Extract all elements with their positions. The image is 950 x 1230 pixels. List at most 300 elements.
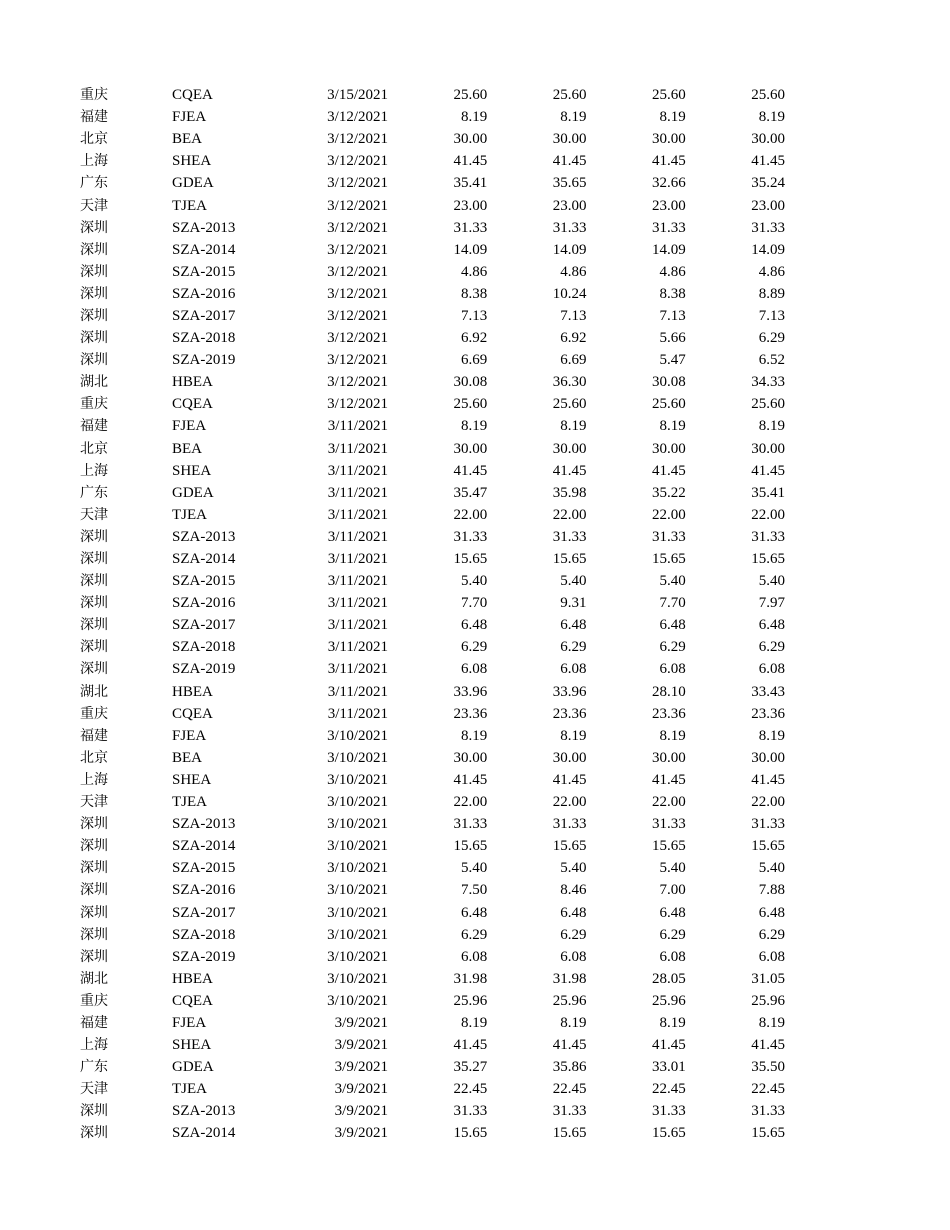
region-cell: 深圳 [80, 263, 108, 280]
value-cell: 22.00 [453, 506, 488, 523]
value-cell: 31.33 [552, 528, 587, 545]
value-cell: 31.33 [751, 1103, 785, 1120]
value-cell: 33.43 [751, 683, 785, 700]
region-cell: 福建 [80, 727, 108, 744]
table-body [80, 84, 785, 1145]
table-row [80, 217, 785, 239]
date-cell: 3/10/2021 [327, 860, 388, 877]
region-cell: 北京 [80, 131, 108, 148]
value-cell: 5.47 [659, 352, 686, 369]
table-row [80, 106, 785, 128]
table-row [80, 924, 785, 946]
region-cell: 深圳 [80, 904, 108, 921]
code-cell: SZA-2014 [172, 551, 236, 568]
table-row [80, 747, 785, 769]
region-cell: 深圳 [80, 285, 108, 302]
value-cell: 23.36 [652, 705, 686, 722]
date-cell: 3/9/2021 [334, 1081, 388, 1098]
table-row [80, 1012, 785, 1034]
date-cell: 3/10/2021 [327, 882, 388, 899]
value-cell: 14.09 [453, 241, 488, 258]
value-cell: 6.29 [758, 330, 785, 347]
value-cell: 25.96 [751, 992, 785, 1009]
region-cell: 深圳 [80, 639, 108, 656]
region-cell: 深圳 [80, 816, 108, 833]
date-cell: 3/12/2021 [327, 352, 388, 369]
table-row [80, 128, 785, 150]
value-cell: 35.27 [453, 1059, 488, 1076]
value-cell: 8.19 [461, 418, 488, 435]
value-cell: 7.70 [461, 595, 488, 612]
value-cell: 6.29 [461, 926, 488, 943]
date-cell: 3/11/2021 [327, 440, 388, 457]
region-cell: 上海 [80, 771, 108, 788]
date-cell: 3/11/2021 [327, 683, 388, 700]
value-cell: 23.36 [751, 705, 785, 722]
table-row [80, 791, 785, 813]
value-cell: 6.69 [461, 352, 488, 369]
region-cell: 深圳 [80, 573, 108, 590]
date-cell: 3/12/2021 [327, 153, 388, 170]
value-cell: 14.09 [652, 241, 686, 258]
value-cell: 41.45 [453, 462, 488, 479]
code-cell: CQEA [172, 705, 213, 722]
value-cell: 25.60 [652, 87, 686, 104]
value-cell: 41.45 [751, 1037, 785, 1054]
value-cell: 7.50 [461, 882, 488, 899]
code-cell: HBEA [172, 683, 213, 700]
value-cell: 31.33 [552, 816, 587, 833]
value-cell: 41.45 [552, 1037, 587, 1054]
code-cell: SZA-2019 [172, 948, 236, 965]
value-cell: 6.08 [659, 661, 686, 678]
data-table [80, 84, 785, 1145]
value-cell: 30.00 [552, 131, 587, 148]
value-cell: 8.19 [461, 109, 488, 126]
value-cell: 31.33 [751, 528, 785, 545]
value-cell: 14.09 [552, 241, 587, 258]
region-cell: 深圳 [80, 241, 108, 258]
value-cell: 25.60 [552, 87, 587, 104]
value-cell: 35.65 [552, 175, 587, 192]
date-cell: 3/12/2021 [327, 330, 388, 347]
date-cell: 3/9/2021 [334, 1059, 388, 1076]
value-cell: 9.31 [560, 595, 587, 612]
date-cell: 3/12/2021 [327, 374, 388, 391]
value-cell: 15.65 [652, 1125, 686, 1142]
value-cell: 6.52 [758, 352, 785, 369]
table-row [80, 504, 785, 526]
date-cell: 3/12/2021 [327, 219, 388, 236]
value-cell: 7.13 [659, 307, 686, 324]
value-cell: 41.45 [652, 1037, 686, 1054]
code-cell: SZA-2018 [172, 330, 236, 347]
table-row [80, 1056, 785, 1078]
value-cell: 8.19 [560, 418, 587, 435]
value-cell: 6.48 [461, 617, 488, 634]
value-cell: 30.00 [652, 749, 686, 766]
value-cell: 7.13 [758, 307, 785, 324]
value-cell: 8.19 [758, 727, 785, 744]
region-cell: 广东 [80, 175, 108, 192]
date-cell: 3/12/2021 [327, 307, 388, 324]
code-cell: CQEA [172, 396, 213, 413]
value-cell: 15.65 [751, 1125, 785, 1142]
value-cell: 15.65 [751, 551, 785, 568]
table-row [80, 194, 785, 216]
value-cell: 6.48 [560, 617, 587, 634]
region-cell: 湖北 [80, 970, 108, 987]
region-cell: 深圳 [80, 838, 108, 855]
region-cell: 天津 [80, 197, 108, 214]
value-cell: 41.45 [552, 462, 587, 479]
value-cell: 33.96 [552, 683, 587, 700]
value-cell: 31.05 [751, 970, 785, 987]
region-cell: 福建 [80, 418, 108, 435]
table-row [80, 879, 785, 901]
code-cell: FJEA [172, 418, 207, 435]
value-cell: 22.45 [552, 1081, 587, 1098]
value-cell: 35.47 [453, 484, 488, 501]
code-cell: HBEA [172, 374, 213, 391]
date-cell: 3/12/2021 [327, 197, 388, 214]
value-cell: 28.05 [652, 970, 686, 987]
value-cell: 6.48 [659, 617, 686, 634]
date-cell: 3/11/2021 [327, 528, 388, 545]
value-cell: 30.00 [552, 749, 587, 766]
value-cell: 5.40 [461, 860, 488, 877]
table-row [80, 261, 785, 283]
date-cell: 3/10/2021 [327, 794, 388, 811]
value-cell: 31.33 [652, 219, 686, 236]
value-cell: 4.86 [461, 263, 488, 280]
value-cell: 22.00 [552, 794, 587, 811]
code-cell: SZA-2014 [172, 241, 236, 258]
value-cell: 8.19 [758, 1014, 785, 1031]
table-row [80, 614, 785, 636]
value-cell: 15.65 [652, 838, 686, 855]
value-cell: 5.40 [758, 860, 785, 877]
code-cell: CQEA [172, 992, 213, 1009]
table-row [80, 526, 785, 548]
value-cell: 15.65 [453, 1125, 488, 1142]
value-cell: 25.96 [652, 992, 686, 1009]
value-cell: 6.92 [560, 330, 587, 347]
table-row [80, 371, 785, 393]
value-cell: 35.41 [453, 175, 488, 192]
table-row [80, 283, 785, 305]
value-cell: 6.29 [560, 926, 587, 943]
value-cell: 25.96 [453, 992, 488, 1009]
value-cell: 23.36 [453, 705, 488, 722]
value-cell: 23.00 [751, 197, 785, 214]
value-cell: 8.19 [560, 727, 587, 744]
value-cell: 4.86 [560, 263, 587, 280]
code-cell: FJEA [172, 109, 207, 126]
date-cell: 3/11/2021 [327, 595, 388, 612]
region-cell: 深圳 [80, 330, 108, 347]
region-cell: 深圳 [80, 1103, 108, 1120]
value-cell: 36.30 [552, 374, 587, 391]
value-cell: 6.29 [461, 639, 488, 656]
code-cell: SHEA [172, 1037, 212, 1054]
value-cell: 30.00 [453, 749, 488, 766]
value-cell: 30.00 [751, 749, 785, 766]
date-cell: 3/10/2021 [327, 926, 388, 943]
date-cell: 3/12/2021 [327, 263, 388, 280]
value-cell: 23.36 [552, 705, 587, 722]
value-cell: 30.00 [453, 131, 488, 148]
value-cell: 8.19 [461, 727, 488, 744]
code-cell: TJEA [172, 1081, 207, 1098]
region-cell: 深圳 [80, 926, 108, 943]
value-cell: 8.19 [758, 418, 785, 435]
value-cell: 35.50 [751, 1059, 785, 1076]
region-cell: 上海 [80, 153, 108, 170]
value-cell: 8.19 [758, 109, 785, 126]
value-cell: 22.00 [751, 506, 785, 523]
region-cell: 深圳 [80, 551, 108, 568]
date-cell: 3/9/2021 [334, 1014, 388, 1031]
region-cell: 重庆 [80, 705, 108, 722]
value-cell: 6.08 [461, 948, 488, 965]
table-row [80, 835, 785, 857]
value-cell: 41.45 [652, 771, 686, 788]
value-cell: 35.86 [552, 1059, 587, 1076]
value-cell: 25.60 [453, 396, 488, 413]
value-cell: 6.29 [758, 926, 785, 943]
date-cell: 3/10/2021 [327, 970, 388, 987]
region-cell: 深圳 [80, 595, 108, 612]
table-row [80, 681, 785, 703]
value-cell: 25.60 [751, 396, 785, 413]
code-cell: SZA-2013 [172, 528, 236, 545]
value-cell: 10.24 [552, 285, 587, 302]
value-cell: 30.00 [751, 440, 785, 457]
value-cell: 35.98 [552, 484, 587, 501]
code-cell: SZA-2016 [172, 882, 236, 899]
table-row [80, 327, 785, 349]
table-row [80, 415, 785, 437]
date-cell: 3/10/2021 [327, 749, 388, 766]
date-cell: 3/11/2021 [327, 484, 388, 501]
table-row [80, 990, 785, 1012]
value-cell: 5.66 [659, 330, 686, 347]
region-cell: 天津 [80, 506, 108, 523]
value-cell: 23.00 [453, 197, 488, 214]
value-cell: 6.48 [659, 904, 686, 921]
region-cell: 湖北 [80, 374, 108, 391]
region-cell: 湖北 [80, 683, 108, 700]
value-cell: 4.86 [758, 263, 785, 280]
value-cell: 25.60 [453, 87, 488, 104]
value-cell: 4.86 [659, 263, 686, 280]
value-cell: 22.00 [751, 794, 785, 811]
date-cell: 3/11/2021 [327, 506, 388, 523]
value-cell: 25.60 [652, 396, 686, 413]
value-cell: 31.33 [652, 1103, 686, 1120]
region-cell: 广东 [80, 484, 108, 501]
table-row [80, 946, 785, 968]
value-cell: 5.40 [461, 573, 488, 590]
region-cell: 北京 [80, 440, 108, 457]
table-row [80, 1078, 785, 1100]
code-cell: BEA [172, 131, 202, 148]
value-cell: 41.45 [453, 153, 488, 170]
value-cell: 6.29 [758, 639, 785, 656]
value-cell: 8.38 [461, 285, 488, 302]
date-cell: 3/11/2021 [327, 661, 388, 678]
region-cell: 重庆 [80, 396, 108, 413]
value-cell: 15.65 [552, 551, 587, 568]
region-cell: 深圳 [80, 948, 108, 965]
code-cell: TJEA [172, 197, 207, 214]
region-cell: 重庆 [80, 992, 108, 1009]
region-cell: 深圳 [80, 219, 108, 236]
code-cell: TJEA [172, 506, 207, 523]
value-cell: 8.19 [659, 418, 686, 435]
value-cell: 31.33 [652, 528, 686, 545]
code-cell: GDEA [172, 175, 214, 192]
region-cell: 北京 [80, 749, 108, 766]
date-cell: 3/11/2021 [327, 551, 388, 568]
code-cell: SZA-2016 [172, 285, 236, 302]
value-cell: 31.33 [552, 219, 587, 236]
value-cell: 30.00 [652, 440, 686, 457]
value-cell: 8.38 [659, 285, 686, 302]
value-cell: 34.33 [751, 374, 785, 391]
value-cell: 15.65 [453, 838, 488, 855]
value-cell: 5.40 [659, 573, 686, 590]
date-cell: 3/11/2021 [327, 418, 388, 435]
value-cell: 6.48 [758, 617, 785, 634]
table-row [80, 570, 785, 592]
region-cell: 深圳 [80, 1125, 108, 1142]
code-cell: SZA-2017 [172, 617, 236, 634]
code-cell: SZA-2013 [172, 1103, 236, 1120]
table-row [80, 1034, 785, 1056]
value-cell: 33.96 [453, 683, 488, 700]
value-cell: 5.40 [659, 860, 686, 877]
value-cell: 31.33 [453, 219, 488, 236]
value-cell: 22.00 [552, 506, 587, 523]
code-cell: SZA-2014 [172, 838, 236, 855]
region-cell: 深圳 [80, 617, 108, 634]
table-row [80, 1122, 785, 1144]
value-cell: 33.01 [652, 1059, 686, 1076]
value-cell: 31.33 [652, 816, 686, 833]
value-cell: 6.08 [560, 948, 587, 965]
region-cell: 深圳 [80, 860, 108, 877]
value-cell: 25.60 [552, 396, 587, 413]
date-cell: 3/11/2021 [327, 705, 388, 722]
date-cell: 3/12/2021 [327, 175, 388, 192]
date-cell: 3/10/2021 [327, 838, 388, 855]
table-row [80, 901, 785, 923]
value-cell: 22.45 [453, 1081, 488, 1098]
table-row [80, 548, 785, 570]
table-row [80, 239, 785, 261]
value-cell: 41.45 [751, 153, 785, 170]
date-cell: 3/12/2021 [327, 131, 388, 148]
code-cell: SZA-2018 [172, 639, 236, 656]
value-cell: 41.45 [453, 1037, 488, 1054]
value-cell: 6.08 [758, 948, 785, 965]
value-cell: 31.33 [751, 219, 785, 236]
value-cell: 8.19 [659, 109, 686, 126]
value-cell: 41.45 [751, 462, 785, 479]
date-cell: 3/11/2021 [327, 573, 388, 590]
value-cell: 15.65 [552, 838, 587, 855]
value-cell: 31.33 [552, 1103, 587, 1120]
region-cell: 天津 [80, 1081, 108, 1098]
code-cell: BEA [172, 440, 202, 457]
value-cell: 6.69 [560, 352, 587, 369]
value-cell: 7.70 [659, 595, 686, 612]
value-cell: 25.60 [751, 87, 785, 104]
value-cell: 15.65 [552, 1125, 587, 1142]
value-cell: 8.19 [560, 109, 587, 126]
value-cell: 41.45 [453, 771, 488, 788]
date-cell: 3/11/2021 [327, 639, 388, 656]
table-row [80, 84, 785, 106]
value-cell: 6.08 [560, 661, 587, 678]
region-cell: 天津 [80, 794, 108, 811]
value-cell: 31.33 [453, 1103, 488, 1120]
value-cell: 6.48 [461, 904, 488, 921]
value-cell: 15.65 [751, 838, 785, 855]
value-cell: 41.45 [652, 153, 686, 170]
code-cell: CQEA [172, 87, 213, 104]
value-cell: 41.45 [552, 771, 587, 788]
table-row [80, 592, 785, 614]
value-cell: 31.33 [751, 816, 785, 833]
date-cell: 3/15/2021 [327, 87, 388, 104]
table-row [80, 769, 785, 791]
table-row [80, 968, 785, 990]
region-cell: 深圳 [80, 352, 108, 369]
table-row [80, 658, 785, 680]
region-cell: 广东 [80, 1059, 108, 1076]
value-cell: 6.48 [758, 904, 785, 921]
date-cell: 3/11/2021 [327, 617, 388, 634]
table-row [80, 482, 785, 504]
value-cell: 6.29 [560, 639, 587, 656]
value-cell: 14.09 [751, 241, 785, 258]
value-cell: 15.65 [453, 551, 488, 568]
value-cell: 8.89 [758, 285, 785, 302]
date-cell: 3/12/2021 [327, 396, 388, 413]
region-cell: 上海 [80, 1037, 108, 1054]
code-cell: SZA-2015 [172, 860, 236, 877]
code-cell: SZA-2019 [172, 661, 236, 678]
code-cell: SZA-2018 [172, 926, 236, 943]
value-cell: 41.45 [552, 153, 587, 170]
value-cell: 41.45 [751, 771, 785, 788]
value-cell: 30.08 [652, 374, 686, 391]
value-cell: 6.08 [758, 661, 785, 678]
table-row [80, 172, 785, 194]
region-cell: 福建 [80, 109, 108, 126]
value-cell: 6.92 [461, 330, 488, 347]
value-cell: 6.08 [659, 948, 686, 965]
date-cell: 3/10/2021 [327, 904, 388, 921]
code-cell: FJEA [172, 1014, 207, 1031]
value-cell: 30.08 [453, 374, 488, 391]
value-cell: 31.33 [453, 528, 488, 545]
table-row [80, 1100, 785, 1122]
region-cell: 上海 [80, 462, 108, 479]
